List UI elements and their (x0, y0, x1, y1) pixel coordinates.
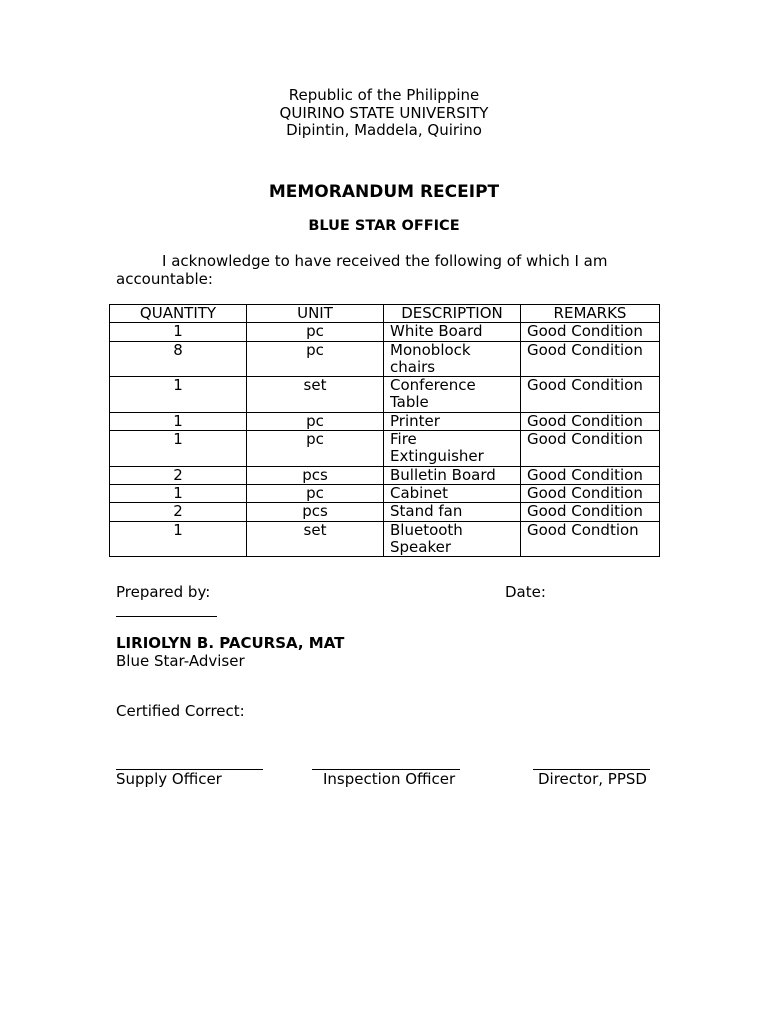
cell-description: Conference Table (384, 377, 521, 413)
cell-quantity: 2 (110, 503, 247, 521)
cell-quantity: 8 (110, 341, 247, 377)
preparer-name: LIRIOLYN B. PACURSA, MAT (116, 634, 345, 652)
cell-description: Fire Extinguisher (384, 431, 521, 467)
cell-quantity: 1 (110, 323, 247, 341)
cell-unit: pc (247, 341, 384, 377)
header-republic: Republic of the Philippine (288, 86, 480, 104)
table-row (110, 466, 660, 484)
table-row (110, 341, 660, 377)
header-remarks: REMARKS (521, 305, 660, 323)
table-row (110, 412, 660, 430)
table-row (110, 521, 660, 557)
acknowledgement-line1: I acknowledge to have received the following of which I am (162, 252, 608, 270)
cell-unit: set (247, 521, 384, 557)
cell-remarks: Good Condition (521, 412, 660, 430)
cell-unit: set (247, 377, 384, 413)
inspection-officer-label: Inspection Officer (323, 770, 456, 788)
document-title: MEMORANDUM RECEIPT (268, 182, 500, 202)
office-subtitle: BLUE STAR OFFICE (308, 218, 460, 234)
table-row (110, 484, 660, 502)
director-label: Director, PPSD (538, 770, 647, 788)
cell-unit: pc (247, 323, 384, 341)
cell-description: White Board (384, 323, 521, 341)
table-row (110, 503, 660, 521)
cell-remarks: Good Condition (521, 341, 660, 377)
cell-remarks: Good Condition (521, 503, 660, 521)
header-description: DESCRIPTION (384, 305, 521, 323)
cell-unit: pcs (247, 466, 384, 484)
acknowledgement-paragraph (116, 253, 646, 288)
cell-remarks: Good Condition (521, 377, 660, 413)
cell-description: Cabinet (384, 484, 521, 502)
prepared-by-label: Prepared by: (116, 583, 211, 601)
table-row (110, 323, 660, 341)
cell-unit: pc (247, 412, 384, 430)
items-table (109, 304, 660, 557)
date-label: Date: (505, 583, 546, 601)
cell-remarks: Good Condition (521, 466, 660, 484)
header-quantity: QUANTITY (110, 305, 247, 323)
date-signature-line (116, 616, 217, 617)
cell-remarks: Good Condition (521, 323, 660, 341)
cell-remarks: Good Condition (521, 431, 660, 467)
table-row (110, 431, 660, 467)
cell-unit: pcs (247, 503, 384, 521)
cell-quantity: 1 (110, 377, 247, 413)
cell-description: Bluetooth Speaker (384, 521, 521, 557)
cell-quantity: 1 (110, 484, 247, 502)
header-university: QUIRINO STATE UNIVERSITY (279, 103, 489, 122)
header-address: Dipintin, Maddela, Quirino (286, 121, 482, 139)
cell-description: Printer (384, 412, 521, 430)
cell-description: Bulletin Board (384, 466, 521, 484)
cell-description: Stand fan (384, 503, 521, 521)
cell-quantity: 1 (110, 431, 247, 467)
cell-remarks: Good Condtion (521, 521, 660, 557)
cell-description: Monoblock chairs (384, 341, 521, 377)
cell-unit: pc (247, 484, 384, 502)
certified-correct-label: Certified Correct: (116, 702, 245, 720)
cell-quantity: 2 (110, 466, 247, 484)
cell-quantity: 1 (110, 412, 247, 430)
acknowledgement-line2: accountable: (116, 269, 213, 288)
table-header-row (110, 305, 660, 323)
cell-remarks: Good Condition (521, 484, 660, 502)
supply-officer-label: Supply Officer (116, 770, 222, 788)
table-row (110, 377, 660, 413)
header-unit: UNIT (247, 305, 384, 323)
preparer-position: Blue Star-Adviser (116, 652, 245, 670)
cell-quantity: 1 (110, 521, 247, 557)
cell-unit: pc (247, 431, 384, 467)
